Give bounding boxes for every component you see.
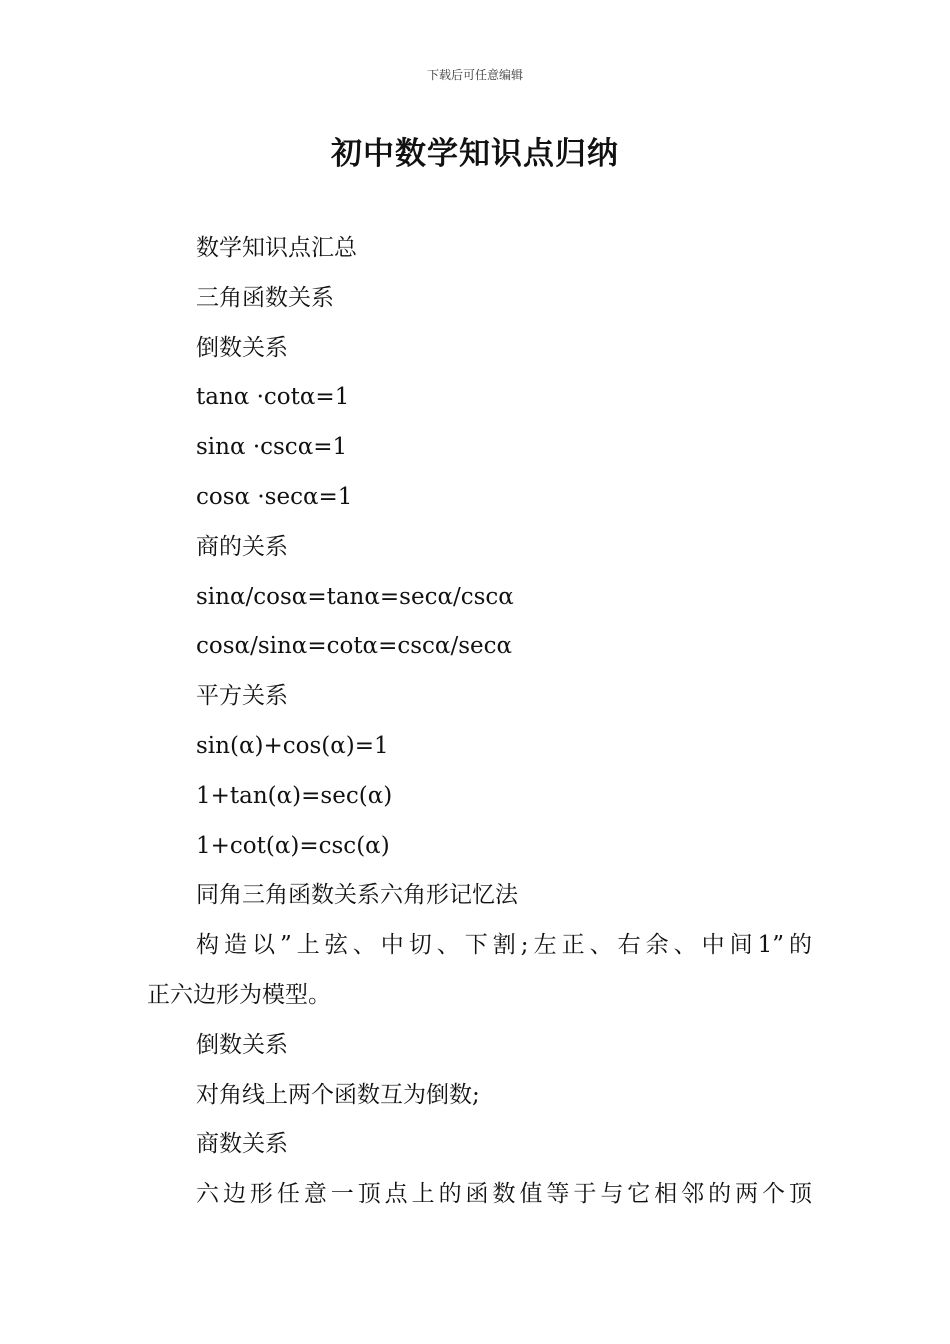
body-line: 倒数关系 (196, 334, 288, 361)
formula-line: sinα/cosα=tanα=secα/cscα (196, 583, 514, 610)
body-line: 倒数关系 (196, 1031, 288, 1058)
formula-line: cosα/sinα=cotα=cscα/secα (196, 633, 513, 660)
body-line: 商数关系 (196, 1131, 288, 1158)
body-line: 正六边形为模型。 (147, 981, 331, 1008)
body-line: 同角三角函数关系六角形记忆法 (196, 882, 518, 909)
body-line: 平方关系 (196, 683, 288, 710)
document-body (147, 229, 812, 1225)
page-header-note: 下载后可任意编辑 (426, 68, 523, 82)
body-line: 商的关系 (196, 533, 288, 560)
body-line: 构造以”上弦、中切、下割;左正、右余、中间1”的 (196, 932, 812, 959)
body-line: 六边形任意一顶点上的函数值等于与它相邻的两个顶 (196, 1181, 812, 1208)
formula-line: tanα ·cotα=1 (196, 384, 350, 411)
document-title: 初中数学知识点归纳 (331, 136, 619, 172)
formula-line: cosα ·secα=1 (196, 483, 353, 510)
formula-line: sin(α)+cos(α)=1 (196, 732, 389, 759)
body-line: 数学知识点汇总 (196, 235, 357, 261)
formula-line: 1+tan(α)=sec(α) (196, 782, 393, 809)
formula-line: 1+cot(α)=csc(α) (196, 832, 390, 859)
formula-line: sinα ·cscα=1 (196, 434, 348, 461)
body-line: 三角函数关系 (196, 284, 334, 311)
body-line: 对角线上两个函数互为倒数; (196, 1081, 480, 1108)
